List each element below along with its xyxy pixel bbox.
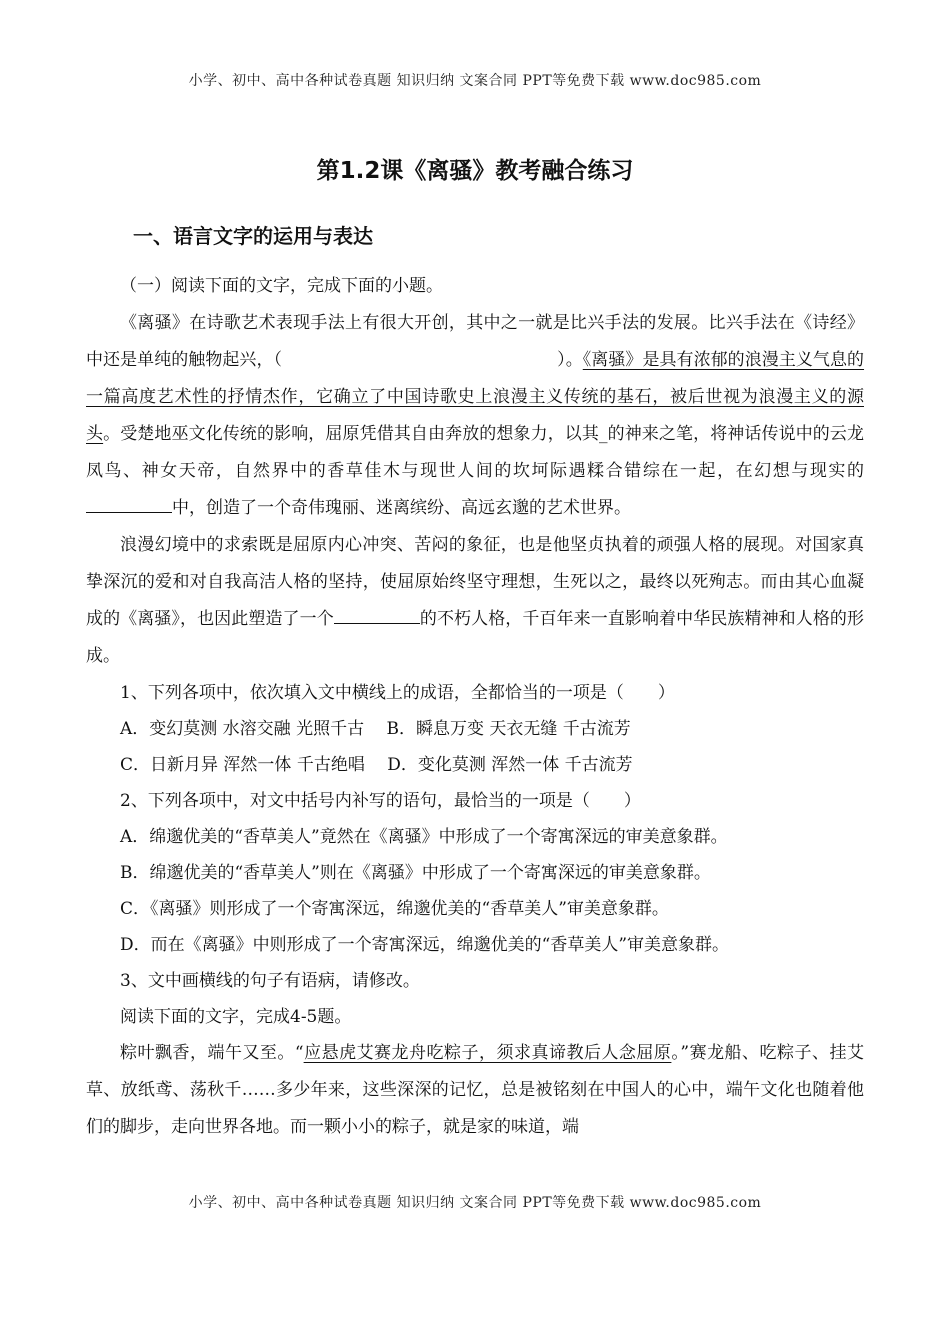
passage-text: 。”赛龙船、吃粽子、挂艾草、放纸鸢、荡秋千……多少年来，这些深深的记忆，总是被铭刻在中国人的心中，端午文化也随着他们的脚步，走向世界各地。而一颗小小的粽子，就是家的味道，端: [86, 1043, 864, 1137]
passage-paragraph-2: [86, 527, 864, 675]
subsection-instruction: （一）阅读下面的文字，完成下面的小题。: [120, 276, 443, 296]
page-header: 小学、初中、高中各种试卷真题 知识归纳 文案合同 PPT等免费下载 www.doc985.com: [188, 73, 762, 89]
passage-text: 《离骚》在诗歌艺术表现手法上有很大开创，其中之一就是比兴手法的发展。比兴手法在《诗经》中还是单纯的触物起兴，（: [86, 313, 864, 370]
question-1-options-ab: A．变幻莫测 水溶交融 光照千古 B．瞬息万变 天衣无缝 千古流芳: [120, 719, 631, 739]
page-title: 第1.2课《离骚》教考融合练习: [316, 158, 634, 184]
blank-line: [86, 494, 172, 513]
passage-paragraph-3: [86, 1035, 864, 1146]
passage-text: 的不朽人格，千百年来一直影响着中华民族精神和人格的形成。: [86, 609, 864, 666]
question-2-option-d: D．而在《离骚》中则形成了一个寄寓深远，绵邈优美的“香草美人”审美意象群。: [120, 935, 730, 955]
underlined-sentence: 应悬虎艾赛龙舟吃粽子，须求真谛教后人念屈原: [303, 1043, 672, 1063]
reading-instruction: 阅读下面的文字，完成4-5题。: [120, 1007, 352, 1027]
passage-text: 浪漫幻境中的求索既是屈原内心冲突、苦闷的象征，也是他坚贞执着的顽强人格的展现。对国家真挚深沉的爱和对自我高洁人格的坚持，使屈原始终坚守理想，生死以之，最终以死殉志。而由其心血凝成的《离骚》，也因此塑造了一个: [86, 535, 864, 629]
question-2-option-a: A．绵邈优美的“香草美人”竟然在《离骚》中形成了一个寄寓深远的审美意象群。: [120, 827, 728, 847]
underlined-sentence: 《离骚》是具有浓郁的浪漫主义气息的一篇高度艺术性的抒情杰作，它确立了中国诗歌史上浪漫主义传统的基石，被后世视为浪漫主义的源头: [86, 350, 865, 444]
passage-paragraph-1: [86, 305, 864, 527]
blank-line: [334, 605, 420, 624]
question-3: 3、文中画横线的句子有语病，请修改。: [120, 971, 420, 991]
question-2: 2、下列各项中，对文中括号内补写的语句，最恰当的一项是（ ）: [120, 791, 641, 811]
document-body: [86, 268, 864, 1146]
question-1: 1、下列各项中，依次填入文中横线上的成语，全都恰当的一项是（ ）: [120, 683, 675, 703]
passage-text: 粽叶飘香，端午又至。“: [120, 1043, 304, 1063]
question-1-options-cd: C．日新月异 浑然一体 千古绝唱 D．变化莫测 浑然一体 千古流芳: [120, 755, 633, 775]
passage-text: 中，创造了一个奇伟瑰丽、迷离缤纷、高远玄邈的艺术世界。: [172, 498, 631, 518]
question-2-option-b: B．绵邈优美的“香草美人”则在《离骚》中形成了一个寄寓深远的审美意象群。: [120, 863, 711, 883]
passage-text: 。受楚地巫文化传统的影响，屈原凭借其自由奔放的想象力，以其_的神来之笔，将神话传说中的云龙凤鸟、神女天帝，自然界中的香草佳木与现世人间的坎坷际遇糅合错综在一起，在幻想与现实的: [86, 424, 865, 481]
question-2-option-c: C．《离骚》则形成了一个寄寓深远，绵邈优美的“香草美人”审美意象群。: [120, 899, 669, 919]
section-heading: 一、语言文字的运用与表达: [133, 224, 373, 248]
passage-text: ）。: [557, 350, 583, 370]
page-footer: 小学、初中、高中各种试卷真题 知识归纳 文案合同 PPT等免费下载 www.doc985.com: [0, 1192, 950, 1212]
